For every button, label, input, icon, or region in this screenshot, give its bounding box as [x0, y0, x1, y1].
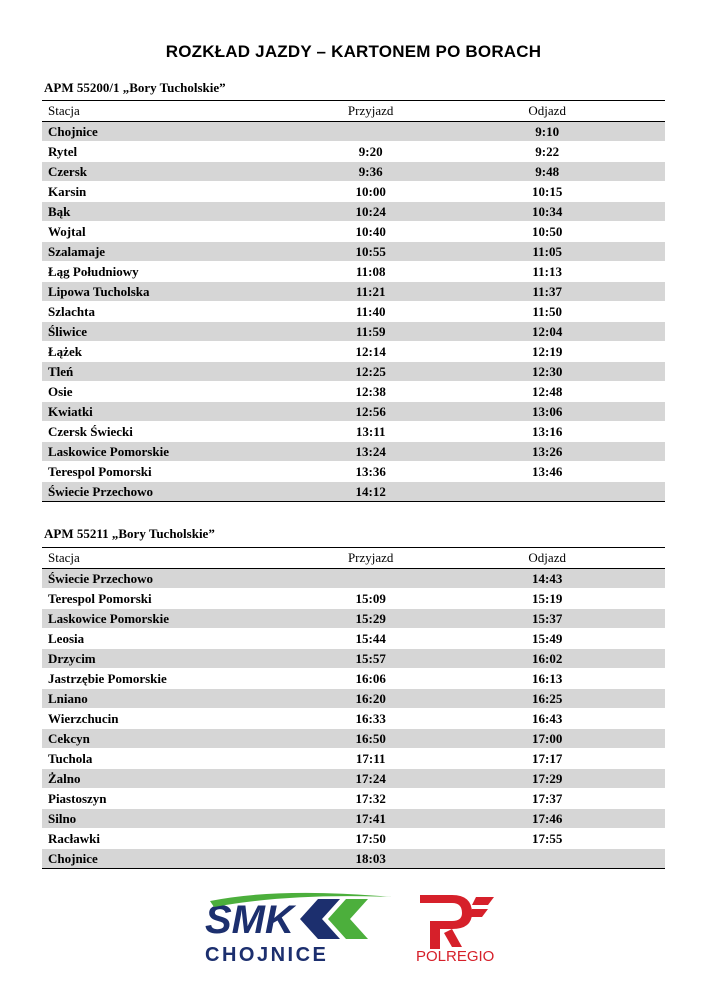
departure-cell: 17:17 [507, 749, 665, 769]
timetable-row [42, 422, 665, 442]
arrival-cell: 16:33 [331, 709, 508, 729]
departure-cell: 17:00 [507, 729, 665, 749]
arrival-cell: 12:38 [331, 382, 508, 402]
station-cell: Osie [42, 382, 331, 402]
arrival-cell: 9:20 [331, 142, 508, 162]
timetable-row [42, 629, 665, 649]
timetable-row [42, 442, 665, 462]
departure-cell: 11:50 [507, 302, 665, 322]
arrival-cell: 13:11 [331, 422, 508, 442]
station-cell: Tuchola [42, 749, 331, 769]
station-cell: Laskowice Pomorskie [42, 609, 331, 629]
timetable-row [42, 829, 665, 849]
arrival-cell: 17:24 [331, 769, 508, 789]
departure-cell: 17:55 [507, 829, 665, 849]
timetable-row [42, 202, 665, 222]
timetable-row [42, 222, 665, 242]
departure-cell: 11:13 [507, 262, 665, 282]
station-cell: Piastoszyn [42, 789, 331, 809]
station-cell: Świecie Przechowo [42, 482, 331, 502]
arrival-cell: 10:24 [331, 202, 508, 222]
arrival-cell: 10:40 [331, 222, 508, 242]
departure-cell: 14:43 [507, 569, 665, 589]
chojnice-logo-text: CHOJNICE [205, 944, 329, 966]
timetable-row [42, 589, 665, 609]
arrival-cell: 12:14 [331, 342, 508, 362]
departure-cell: 12:19 [507, 342, 665, 362]
timetable-row [42, 262, 665, 282]
arrival-cell: 11:08 [331, 262, 508, 282]
timetable-row [42, 182, 665, 202]
timetable-row [42, 709, 665, 729]
station-cell: Silno [42, 809, 331, 829]
departure-cell: 12:04 [507, 322, 665, 342]
header-departure: Odjazd [507, 548, 665, 569]
arrival-cell: 10:55 [331, 242, 508, 262]
arrival-cell: 13:24 [331, 442, 508, 462]
arrival-cell: 17:41 [331, 809, 508, 829]
timetable-row [42, 382, 665, 402]
arrival-cell: 15:44 [331, 629, 508, 649]
timetable-1 [42, 100, 665, 502]
departure-cell: 11:05 [507, 242, 665, 262]
arrival-cell: 15:29 [331, 609, 508, 629]
smk-chojnice-logo [205, 893, 392, 966]
station-cell: Wojtal [42, 222, 331, 242]
departure-cell: 13:26 [507, 442, 665, 462]
header-station: Stacja [42, 548, 331, 569]
timetable-row [42, 162, 665, 182]
timetable-row [42, 282, 665, 302]
station-cell: Terespol Pomorski [42, 589, 331, 609]
departure-cell: 10:34 [507, 202, 665, 222]
departure-cell: 9:10 [507, 122, 665, 142]
station-cell: Chojnice [42, 849, 331, 869]
departure-cell: 13:16 [507, 422, 665, 442]
arrival-cell: 11:21 [331, 282, 508, 302]
timetable-row [42, 809, 665, 829]
station-cell: Rytel [42, 142, 331, 162]
station-cell: Lniano [42, 689, 331, 709]
timetable-row [42, 669, 665, 689]
timetable-row [42, 749, 665, 769]
timetable-row [42, 142, 665, 162]
arrival-cell [331, 569, 508, 589]
polregio-logo [416, 895, 494, 965]
station-cell: Cekcyn [42, 729, 331, 749]
arrival-cell: 15:57 [331, 649, 508, 669]
departure-cell: 12:48 [507, 382, 665, 402]
station-cell: Czersk Świecki [42, 422, 331, 442]
header-station: Stacja [42, 101, 331, 122]
departure-cell: 9:48 [507, 162, 665, 182]
arrival-cell: 9:36 [331, 162, 508, 182]
timetable-row [42, 402, 665, 422]
departure-cell: 15:37 [507, 609, 665, 629]
departure-cell: 16:02 [507, 649, 665, 669]
station-cell: Czersk [42, 162, 331, 182]
arrival-cell: 16:20 [331, 689, 508, 709]
station-cell: Łąg Południowy [42, 262, 331, 282]
timetable-row [42, 362, 665, 382]
timetable-row [42, 609, 665, 629]
station-cell: Terespol Pomorski [42, 462, 331, 482]
departure-cell: 11:37 [507, 282, 665, 302]
timetable-2 [42, 547, 665, 869]
station-cell: Tleń [42, 362, 331, 382]
timetable-1-title: APM 55200/1 „Bory Tucholskie” [44, 80, 226, 95]
station-cell: Żalno [42, 769, 331, 789]
arrival-cell: 11:40 [331, 302, 508, 322]
station-cell: Lipowa Tucholska [42, 282, 331, 302]
page-title: ROZKŁAD JAZDY – KARTONEM PO BORACH [165, 42, 542, 61]
arrival-cell: 16:50 [331, 729, 508, 749]
arrival-cell: 12:56 [331, 402, 508, 422]
arrival-cell: 17:32 [331, 789, 508, 809]
timetable-row [42, 689, 665, 709]
station-cell: Szalamaje [42, 242, 331, 262]
timetable-row [42, 122, 665, 142]
header-arrival: Przyjazd [331, 101, 508, 122]
timetable-row [42, 769, 665, 789]
departure-cell: 10:50 [507, 222, 665, 242]
departure-cell [507, 849, 665, 869]
timetable-row [42, 649, 665, 669]
station-cell: Laskowice Pomorskie [42, 442, 331, 462]
departure-cell: 15:19 [507, 589, 665, 609]
header-arrival: Przyjazd [331, 548, 508, 569]
timetable-row [42, 482, 665, 502]
station-cell: Leosia [42, 629, 331, 649]
station-cell: Świecie Przechowo [42, 569, 331, 589]
smk-logo-text: SMK [205, 898, 294, 942]
arrival-cell: 11:59 [331, 322, 508, 342]
station-cell: Łążek [42, 342, 331, 362]
timetable-1-header [42, 101, 665, 122]
timetable-row [42, 569, 665, 589]
station-cell: Jastrzębie Pomorskie [42, 669, 331, 689]
timetable-row [42, 342, 665, 362]
arrival-cell: 16:06 [331, 669, 508, 689]
logos [0, 885, 707, 985]
arrival-cell: 10:00 [331, 182, 508, 202]
arrival-cell: 18:03 [331, 849, 508, 869]
timetable-row [42, 302, 665, 322]
station-cell: Wierzchucin [42, 709, 331, 729]
arrival-cell: 14:12 [331, 482, 508, 502]
timetable-row [42, 242, 665, 262]
arrival-cell: 15:09 [331, 589, 508, 609]
timetable-2-header [42, 548, 665, 569]
departure-cell: 16:13 [507, 669, 665, 689]
arrival-cell [331, 122, 508, 142]
station-cell: Kwiatki [42, 402, 331, 422]
arrival-cell: 13:36 [331, 462, 508, 482]
station-cell: Śliwice [42, 322, 331, 342]
departure-cell: 10:15 [507, 182, 665, 202]
departure-cell: 16:25 [507, 689, 665, 709]
departure-cell: 17:37 [507, 789, 665, 809]
station-cell: Chojnice [42, 122, 331, 142]
departure-cell: 16:43 [507, 709, 665, 729]
arrival-cell: 12:25 [331, 362, 508, 382]
arrival-cell: 17:11 [331, 749, 508, 769]
timetable-row [42, 849, 665, 869]
polregio-mark-icon [420, 895, 472, 949]
departure-cell: 13:06 [507, 402, 665, 422]
departure-cell: 12:30 [507, 362, 665, 382]
departure-cell: 17:29 [507, 769, 665, 789]
station-cell: Karsin [42, 182, 331, 202]
polregio-logo-text: POLREGIO [416, 948, 495, 965]
station-cell: Racławki [42, 829, 331, 849]
station-cell: Drzycim [42, 649, 331, 669]
polregio-wing-icon [468, 897, 494, 917]
timetable-row [42, 322, 665, 342]
departure-cell: 15:49 [507, 629, 665, 649]
departure-cell: 9:22 [507, 142, 665, 162]
timetable-row [42, 462, 665, 482]
timetable-row [42, 789, 665, 809]
station-cell: Bąk [42, 202, 331, 222]
departure-cell [507, 482, 665, 502]
timetable-row [42, 729, 665, 749]
arrival-cell: 17:50 [331, 829, 508, 849]
departure-cell: 17:46 [507, 809, 665, 829]
timetable-2-title: APM 55211 „Bory Tucholskie” [44, 526, 215, 541]
departure-cell: 13:46 [507, 462, 665, 482]
header-departure: Odjazd [507, 101, 665, 122]
station-cell: Szlachta [42, 302, 331, 322]
